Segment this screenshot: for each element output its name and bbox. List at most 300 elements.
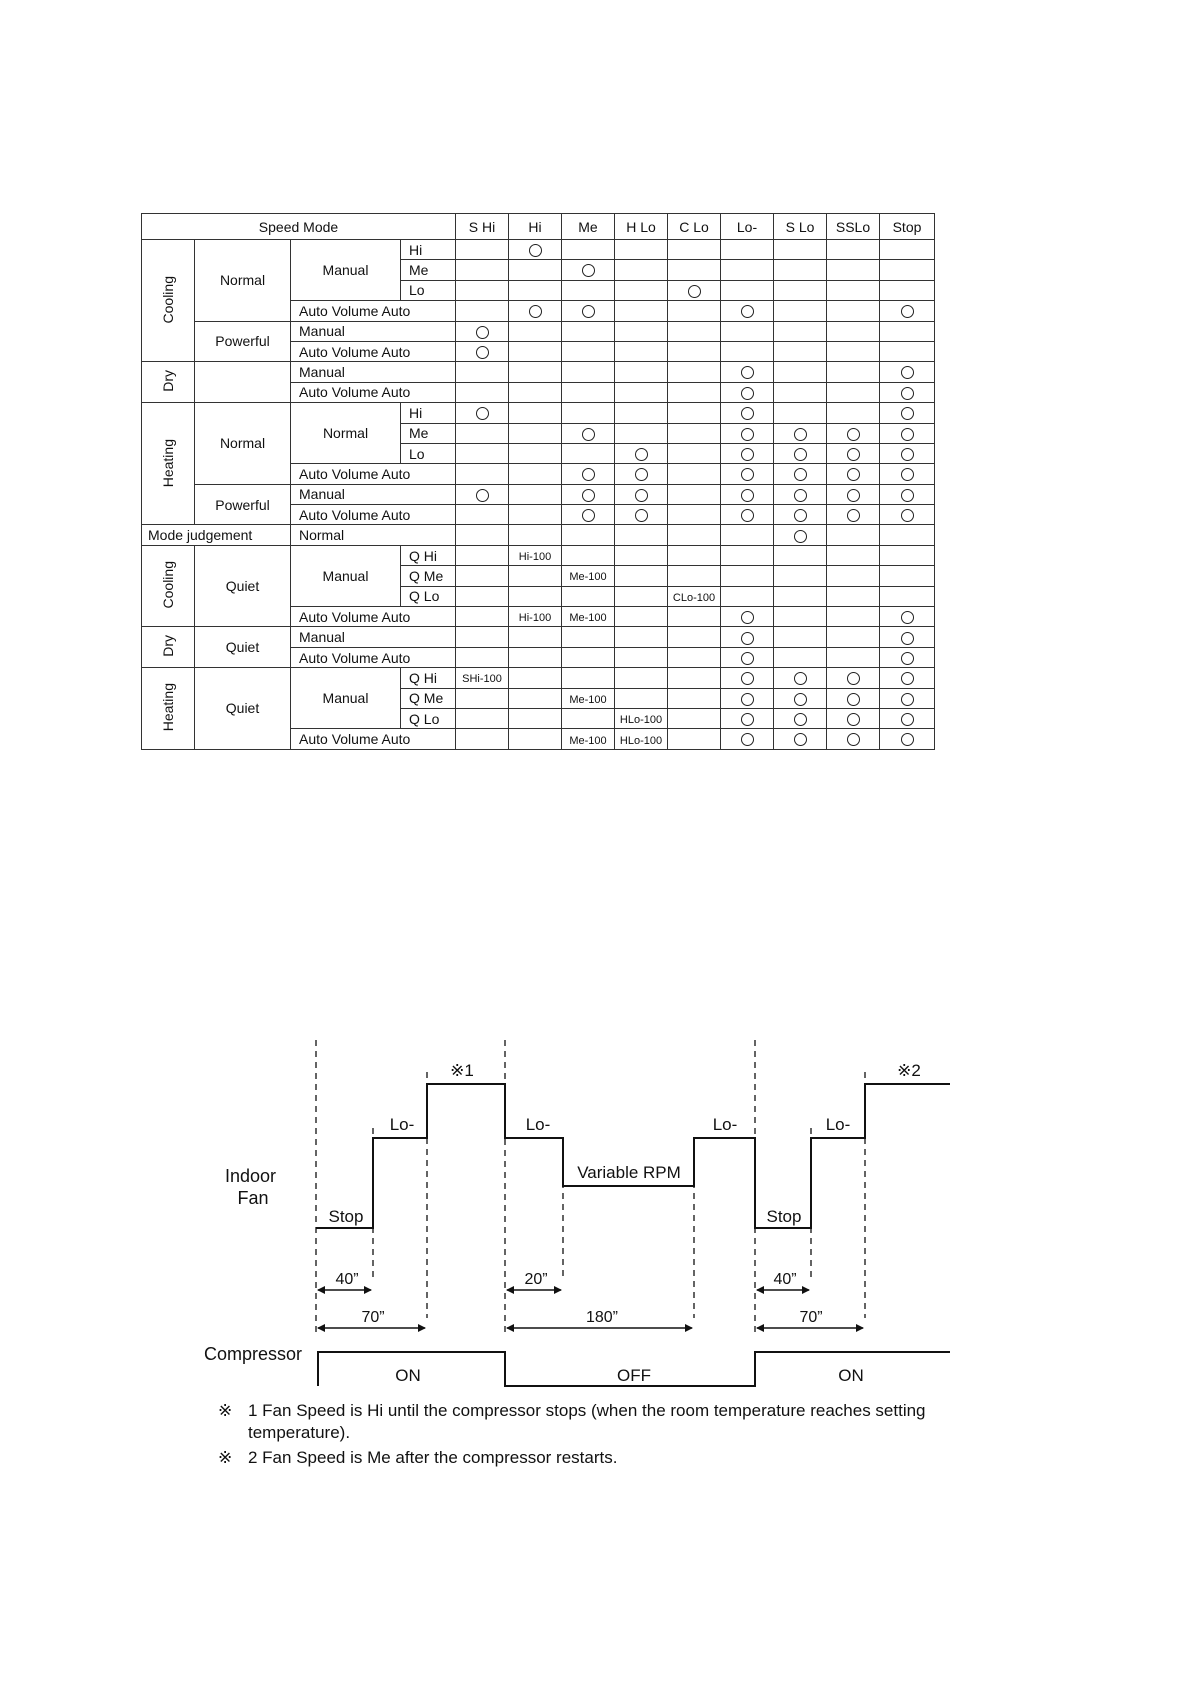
value-cell [774, 607, 827, 627]
arrow-head [317, 1286, 325, 1294]
operation-label-cell: Auto Volume Auto [291, 382, 456, 402]
speed-setting-cell: Q Lo [401, 708, 456, 728]
arrow-head [756, 1286, 764, 1294]
circle-mark [901, 693, 914, 706]
value-cell [509, 607, 562, 627]
circle-mark [582, 428, 595, 441]
value-cell [562, 668, 615, 688]
circle-mark [794, 489, 807, 502]
operation-label-cell: Normal [291, 525, 456, 545]
value-cell [562, 464, 615, 484]
circle-mark [794, 428, 807, 441]
circle-mark [901, 407, 914, 420]
fan-level-stop: Stop [328, 1207, 364, 1226]
circle-mark [635, 468, 648, 481]
value-cell [880, 341, 935, 361]
arrow-head [317, 1324, 325, 1332]
value-cell [827, 301, 880, 321]
speed-setting-cell: Q Me [401, 688, 456, 708]
value-cell [509, 566, 562, 586]
value-cell [562, 607, 615, 627]
mode-label: Cooling [160, 561, 176, 609]
value-cell [456, 464, 509, 484]
value-cell [562, 729, 615, 749]
submode-cell: Quiet [195, 668, 291, 750]
timing-diagram [0, 1030, 1190, 1400]
value-cell [880, 729, 935, 749]
mode-cell [142, 403, 195, 525]
value-cell [880, 362, 935, 382]
value-cell [774, 403, 827, 423]
value-cell [509, 260, 562, 280]
value-cell [721, 280, 774, 300]
value-cell [509, 729, 562, 749]
circle-mark [794, 468, 807, 481]
mode-judgement-cell: Mode judgement [142, 525, 291, 545]
column-header-speed-mode: Speed Mode [142, 214, 456, 240]
value-cell [880, 301, 935, 321]
value-cell [668, 443, 721, 463]
value-cell [668, 260, 721, 280]
circle-mark [529, 305, 542, 318]
value-cell [562, 403, 615, 423]
arrow-head [506, 1286, 514, 1294]
value-cell [456, 280, 509, 300]
value-cell [615, 525, 668, 545]
value-cell [509, 586, 562, 606]
speed-setting-cell: Me [401, 423, 456, 443]
value-cell [774, 525, 827, 545]
value-cell [615, 586, 668, 606]
value-cell [721, 729, 774, 749]
value-text: Me-100 [569, 571, 607, 584]
value-cell [880, 688, 935, 708]
duration-label: 180” [585, 1309, 619, 1326]
circle-mark [741, 407, 754, 420]
value-cell [615, 423, 668, 443]
value-cell [880, 423, 935, 443]
duration-label: 70” [799, 1309, 823, 1326]
operation-label-cell: Auto Volume Auto [291, 464, 456, 484]
speed-setting-cell: Hi [401, 403, 456, 423]
value-text: Me-100 [569, 693, 607, 706]
value-cell [827, 647, 880, 667]
value-cell [668, 586, 721, 606]
value-cell [509, 443, 562, 463]
circle-mark [741, 733, 754, 746]
circle-mark [794, 713, 807, 726]
circle-mark [741, 713, 754, 726]
value-cell [562, 280, 615, 300]
mode-label: Cooling [160, 275, 176, 324]
footnotes [218, 1400, 978, 1472]
value-cell [615, 301, 668, 321]
value-cell [562, 586, 615, 606]
table-row [142, 545, 935, 565]
table-row [142, 668, 935, 688]
value-cell [721, 423, 774, 443]
fan-level-stop: Stop [766, 1207, 802, 1226]
column-header: Lo- [721, 214, 774, 240]
circle-mark [847, 489, 860, 502]
circle-mark [741, 468, 754, 481]
value-cell [827, 423, 880, 443]
value-cell [456, 708, 509, 728]
value-cell [562, 484, 615, 504]
value-cell [668, 362, 721, 382]
mode-label: Heating [160, 438, 176, 487]
column-header: SSLo [827, 214, 880, 240]
value-cell [562, 260, 615, 280]
arrow-head [802, 1286, 810, 1294]
value-cell [509, 708, 562, 728]
circle-mark [794, 530, 807, 543]
value-cell [456, 729, 509, 749]
indoor-fan-waveform [316, 1084, 950, 1228]
value-cell [721, 688, 774, 708]
circle-mark [901, 489, 914, 502]
value-cell [721, 525, 774, 545]
circle-mark [847, 509, 860, 522]
value-text: HLo-100 [619, 714, 663, 727]
value-cell [509, 423, 562, 443]
value-cell [562, 341, 615, 361]
value-cell [721, 607, 774, 627]
value-cell [774, 668, 827, 688]
footnote-mark: ※ [218, 1448, 233, 1467]
value-cell [562, 240, 615, 260]
value-cell [509, 545, 562, 565]
value-cell [509, 647, 562, 667]
value-cell [509, 464, 562, 484]
value-cell [880, 566, 935, 586]
value-cell [880, 708, 935, 728]
circle-mark [635, 509, 648, 522]
circle-mark [847, 693, 860, 706]
value-cell [615, 362, 668, 382]
value-cell [615, 505, 668, 525]
submode-cell: Powerful [195, 321, 291, 362]
speed-setting-cell: Q Hi [401, 668, 456, 688]
value-cell [668, 545, 721, 565]
circle-mark [741, 428, 754, 441]
value-cell [668, 341, 721, 361]
fan-level-lo: Lo- [389, 1115, 415, 1134]
speed-setting-cell: Lo [401, 280, 456, 300]
mode-cell [142, 545, 195, 627]
circle-mark [901, 672, 914, 685]
value-cell [827, 566, 880, 586]
value-text: CLo-100 [672, 591, 716, 604]
value-cell [456, 545, 509, 565]
value-cell [880, 260, 935, 280]
value-cell [456, 688, 509, 708]
value-cell [774, 341, 827, 361]
speed-setting-cell: Lo [401, 443, 456, 463]
submode-cell: Normal [195, 240, 291, 322]
value-cell [827, 729, 880, 749]
circle-mark [794, 672, 807, 685]
value-cell [721, 627, 774, 647]
value-cell [456, 627, 509, 647]
value-cell [615, 321, 668, 341]
footnote-2 [218, 1447, 978, 1469]
value-cell [615, 708, 668, 728]
value-cell [774, 423, 827, 443]
value-cell [827, 464, 880, 484]
table-row [142, 627, 935, 647]
circle-mark [635, 448, 648, 461]
value-cell [827, 607, 880, 627]
speed-setting-cell: Hi [401, 240, 456, 260]
value-cell [721, 668, 774, 688]
value-cell [827, 240, 880, 260]
value-cell [880, 586, 935, 606]
mode-cell [142, 362, 195, 403]
value-cell [827, 545, 880, 565]
value-cell [615, 484, 668, 504]
fan-level-lo: Lo- [825, 1115, 851, 1134]
value-cell [456, 484, 509, 504]
value-text: Hi-100 [518, 612, 552, 625]
circle-mark [741, 693, 754, 706]
circle-mark [741, 672, 754, 685]
value-cell [827, 362, 880, 382]
circle-mark [688, 285, 701, 298]
value-cell [774, 362, 827, 382]
footnote-mark: ※ [218, 1401, 233, 1420]
value-cell [615, 647, 668, 667]
value-cell [827, 321, 880, 341]
arrow-head [364, 1286, 372, 1294]
circle-mark [582, 468, 595, 481]
value-cell [827, 708, 880, 728]
value-cell [774, 484, 827, 504]
operation-label-cell: Manual [291, 362, 456, 382]
value-cell [562, 647, 615, 667]
value-cell [615, 607, 668, 627]
value-cell [509, 505, 562, 525]
operation-label-cell: Auto Volume Auto [291, 301, 456, 321]
value-cell [774, 708, 827, 728]
circle-mark [741, 305, 754, 318]
operation-label-cell: Manual [291, 627, 456, 647]
circle-mark [476, 489, 489, 502]
value-cell [668, 464, 721, 484]
value-cell [562, 362, 615, 382]
mode-cell [142, 627, 195, 668]
value-cell [721, 382, 774, 402]
circle-mark [582, 305, 595, 318]
value-cell [615, 729, 668, 749]
circle-mark [847, 428, 860, 441]
value-cell [456, 607, 509, 627]
value-cell [827, 668, 880, 688]
operation-type-cell: Manual [291, 545, 401, 606]
value-cell [880, 382, 935, 402]
column-header: H Lo [615, 214, 668, 240]
fan-level-lo: Lo- [712, 1115, 738, 1134]
table-row [142, 525, 935, 545]
value-cell [509, 668, 562, 688]
operation-type-cell: Normal [291, 403, 401, 464]
value-cell [774, 688, 827, 708]
submode-cell: Normal [195, 403, 291, 485]
value-cell [509, 280, 562, 300]
circle-mark [741, 489, 754, 502]
circle-mark [476, 326, 489, 339]
circle-mark [582, 264, 595, 277]
circle-mark [901, 468, 914, 481]
value-cell [827, 260, 880, 280]
value-cell [456, 586, 509, 606]
footnote-text: 2 Fan Speed is Me after the compressor restarts. [248, 1448, 618, 1467]
arrow-head [554, 1286, 562, 1294]
value-cell [668, 525, 721, 545]
circle-mark [529, 244, 542, 257]
indoor-fan-label-line2: Fan [237, 1188, 269, 1208]
value-cell [509, 382, 562, 402]
value-cell [562, 301, 615, 321]
value-cell [668, 607, 721, 627]
value-cell [668, 627, 721, 647]
value-cell [774, 627, 827, 647]
value-cell [562, 321, 615, 341]
value-cell [774, 566, 827, 586]
value-cell [456, 362, 509, 382]
value-cell [668, 403, 721, 423]
value-text: Me-100 [569, 734, 607, 747]
value-cell [562, 443, 615, 463]
circle-mark [741, 611, 754, 624]
value-cell [721, 505, 774, 525]
value-cell [456, 403, 509, 423]
value-cell [668, 688, 721, 708]
value-cell [668, 647, 721, 667]
circle-mark [901, 733, 914, 746]
value-cell [880, 484, 935, 504]
table-row [142, 484, 935, 504]
speed-setting-cell: Me [401, 260, 456, 280]
value-cell [562, 566, 615, 586]
operation-type-cell: Manual [291, 240, 401, 301]
value-cell [509, 321, 562, 341]
value-cell [615, 688, 668, 708]
operation-label-cell: Manual [291, 484, 456, 504]
value-cell [827, 341, 880, 361]
submode-cell: Powerful [195, 484, 291, 525]
value-cell [509, 362, 562, 382]
circle-mark [741, 509, 754, 522]
value-cell [456, 647, 509, 667]
value-cell [774, 280, 827, 300]
value-cell [562, 423, 615, 443]
value-cell [721, 484, 774, 504]
submode-cell [195, 362, 291, 403]
mode-cell [142, 240, 195, 362]
circle-mark [847, 733, 860, 746]
value-cell [827, 627, 880, 647]
table-row [142, 240, 935, 260]
value-cell [668, 708, 721, 728]
value-cell [456, 260, 509, 280]
column-header: C Lo [668, 214, 721, 240]
value-cell [562, 545, 615, 565]
mode-cell [142, 668, 195, 750]
value-cell [721, 566, 774, 586]
value-cell [721, 708, 774, 728]
value-cell [509, 301, 562, 321]
value-cell [827, 403, 880, 423]
arrow-head [856, 1324, 864, 1332]
value-text: HLo-100 [619, 734, 663, 747]
value-cell [721, 240, 774, 260]
circle-mark [901, 366, 914, 379]
value-cell [880, 607, 935, 627]
value-cell [456, 443, 509, 463]
value-cell [456, 566, 509, 586]
value-cell [880, 545, 935, 565]
value-cell [827, 484, 880, 504]
submode-cell: Quiet [195, 627, 291, 668]
speed-mode-table [141, 213, 935, 750]
value-cell [880, 280, 935, 300]
value-cell [456, 525, 509, 545]
circle-mark [847, 713, 860, 726]
value-cell [615, 403, 668, 423]
value-cell [668, 280, 721, 300]
circle-mark [901, 428, 914, 441]
value-cell [509, 688, 562, 708]
duration-label: 40” [335, 1271, 359, 1288]
circle-mark [901, 509, 914, 522]
circle-mark [741, 652, 754, 665]
value-text: Me-100 [569, 612, 607, 625]
arrow-head [685, 1324, 693, 1332]
value-cell [615, 260, 668, 280]
value-cell [668, 566, 721, 586]
column-header: S Lo [774, 214, 827, 240]
circle-mark [794, 448, 807, 461]
value-cell [721, 362, 774, 382]
value-cell [880, 240, 935, 260]
circle-mark [847, 672, 860, 685]
arrow-head [506, 1324, 514, 1332]
value-cell [774, 729, 827, 749]
submode-cell: Quiet [195, 545, 291, 627]
value-cell [562, 688, 615, 708]
circle-mark [901, 611, 914, 624]
table-row [142, 362, 935, 382]
operation-label-cell: Manual [291, 321, 456, 341]
value-cell [721, 321, 774, 341]
indoor-fan-label [225, 1166, 281, 1208]
arrow-head [756, 1324, 764, 1332]
value-cell [721, 464, 774, 484]
footnote-text: 1 Fan Speed is Hi until the compressor stops (when the room temperature reaches setting temperature). [248, 1401, 926, 1442]
value-cell [615, 545, 668, 565]
value-cell [562, 505, 615, 525]
value-cell [456, 382, 509, 402]
value-cell [721, 341, 774, 361]
column-header: Stop [880, 214, 935, 240]
value-cell [509, 484, 562, 504]
value-cell [721, 647, 774, 667]
circle-mark [847, 448, 860, 461]
indoor-fan-label-line1: Indoor [224, 1166, 277, 1186]
circle-mark [794, 693, 807, 706]
value-cell [774, 647, 827, 667]
